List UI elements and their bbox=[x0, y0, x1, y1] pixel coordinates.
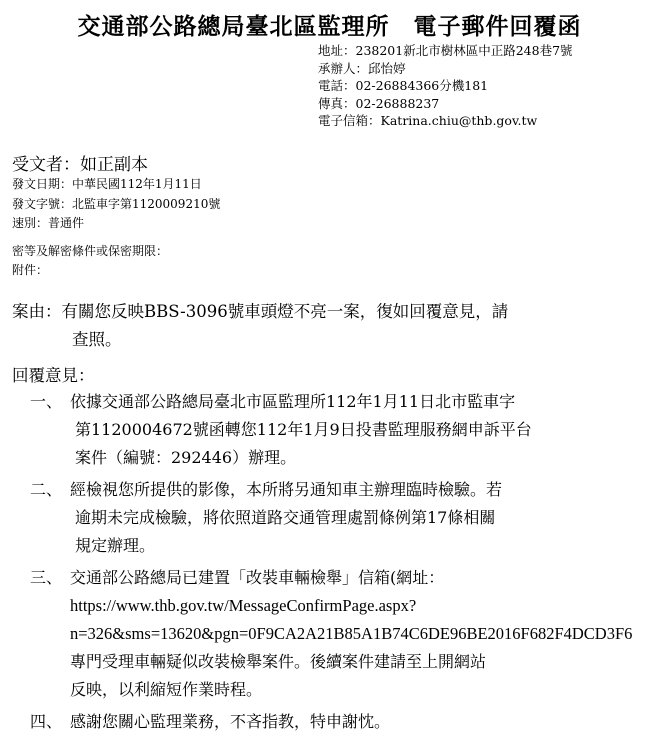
item-number: 四、 bbox=[30, 712, 63, 731]
meta-spacer bbox=[12, 234, 220, 242]
reply-item-3 bbox=[30, 564, 655, 704]
issue-date: 發文日期：中華民國112年1月11日 bbox=[12, 177, 202, 191]
reply-item-2 bbox=[30, 476, 655, 560]
contact-block bbox=[318, 42, 648, 130]
item-number: 三、 bbox=[30, 568, 63, 587]
subject-line-1: 案由：有關您反映BBS-3096號車頭燈不亮一案，復如回覆意見，請 bbox=[12, 302, 509, 321]
url-line[interactable]: n=326&sms=13620&pgn=0F9CA2A21B85A1B74C6DE96BE2016F682F4DCD3F6 bbox=[70, 624, 633, 643]
recipient-text: 受文者：如正副本 bbox=[12, 155, 148, 175]
item-line: 感謝您關心監理業務，不吝指教，特申謝忱。 bbox=[70, 712, 391, 731]
document-title: 交通部公路總局臺北區監理所 電子郵件回覆函 bbox=[77, 13, 582, 40]
item-line: 逾期未完成檢驗，將依照道路交通管理處罰條例第17條相關 bbox=[75, 508, 496, 527]
subject-block bbox=[12, 298, 652, 354]
item-line: 經檢視您所提供的影像，本所將另通知車主辦理臨時檢驗。若 bbox=[70, 480, 503, 499]
meta-block bbox=[12, 175, 220, 281]
email-text: 電子信箱：Katrina.chiu@thb.gov.tw bbox=[318, 113, 538, 128]
attachment-label: 附件： bbox=[12, 263, 49, 277]
item-line: 交通部公路總局已建置「改裝車輛檢舉」信箱(網址： bbox=[70, 568, 445, 587]
url-line[interactable]: https://www.thb.gov.tw/MessageConfirmPage.aspx? bbox=[70, 596, 417, 615]
item-line: 規定辦理。 bbox=[75, 536, 156, 555]
speed-class: 速別：普通件 bbox=[12, 216, 85, 230]
reply-heading: 回覆意見： bbox=[12, 366, 95, 385]
item-number: 一、 bbox=[30, 392, 63, 411]
item-line: 專門受理車輛疑似改裝檢舉案件。後續案件建請至上開網站 bbox=[70, 652, 487, 671]
reply-items bbox=[30, 388, 655, 740]
reply-item-1 bbox=[30, 388, 655, 472]
handler-text: 承辦人：邱怡婷 bbox=[318, 60, 406, 76]
item-number: 二、 bbox=[30, 480, 63, 499]
secrecy-level: 密等及解密條件或保密期限： bbox=[12, 243, 169, 258]
item-line: 案件（編號：292446）辦理。 bbox=[75, 448, 297, 467]
subject-line-2: 查照。 bbox=[72, 330, 122, 349]
phone-text: 電話：02-26884366分機181 bbox=[318, 78, 489, 93]
item-line: 反映，以利縮短作業時程。 bbox=[70, 680, 263, 699]
reply-item-4 bbox=[30, 708, 655, 736]
item-line: 依據交通部公路總局臺北市區監理所112年1月11日北市監車字 bbox=[70, 392, 516, 411]
fax-text: 傳真：02-26888237 bbox=[318, 95, 440, 111]
address-text: 地址：238201新北市樹林區中正路248巷7號 bbox=[318, 43, 573, 58]
item-line: 第1120004672號函轉您112年1月9日投書監理服務網申訴平台 bbox=[75, 420, 532, 439]
doc-number: 發文字號：北監車字第1120009210號 bbox=[12, 196, 221, 211]
